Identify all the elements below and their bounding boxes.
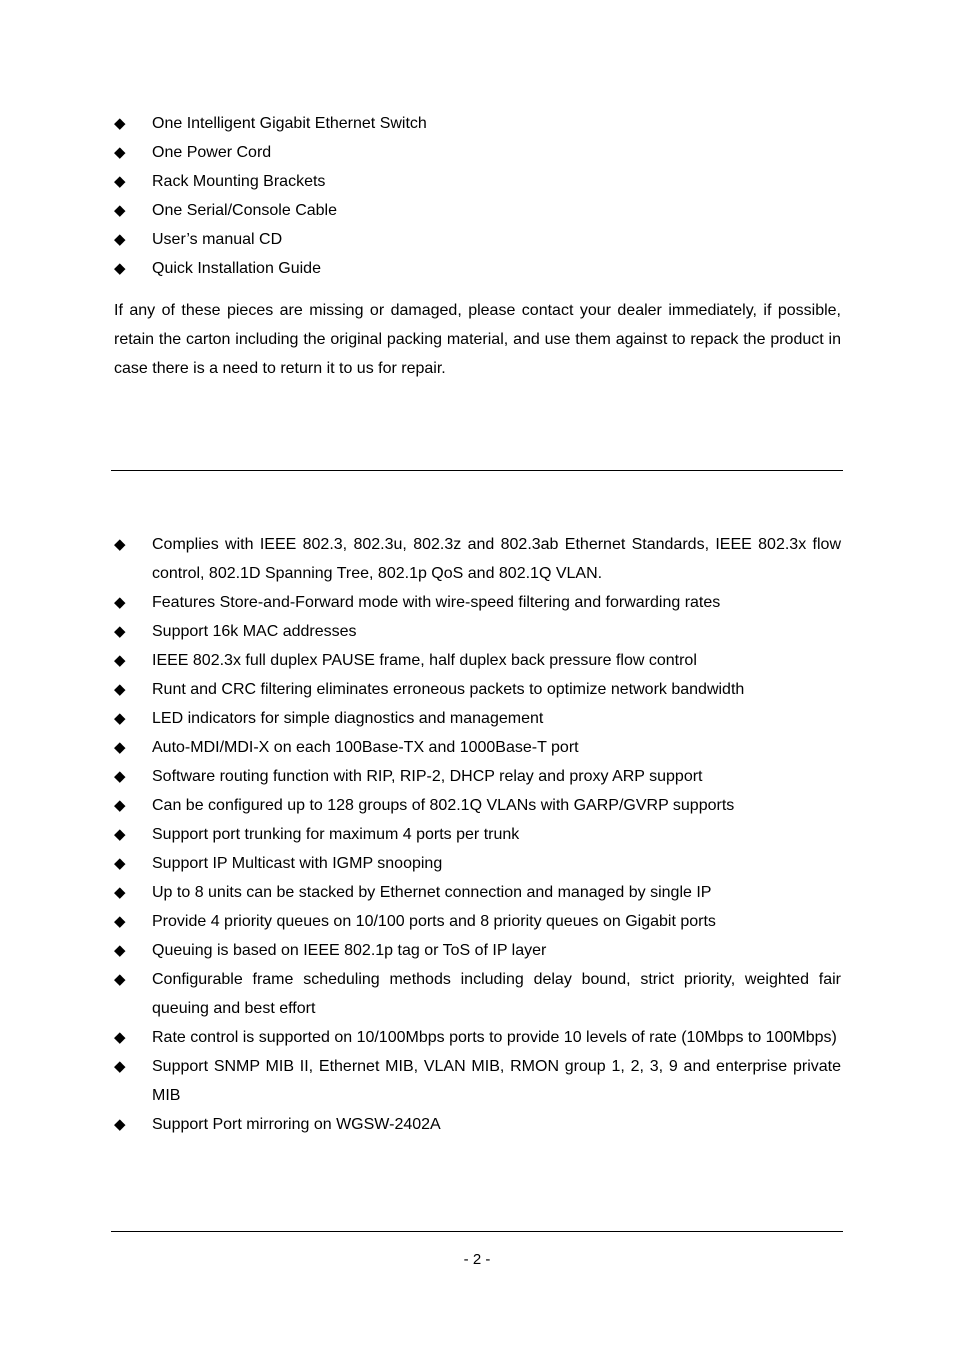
diamond-bullet-icon: ◆ (114, 260, 126, 277)
list-item-text: Queuing is based on IEEE 802.1p tag or ToS of IP layer (152, 942, 547, 959)
diamond-bullet-icon: ◆ (114, 1116, 126, 1133)
package-contents-list (114, 109, 841, 283)
list-item (114, 225, 841, 254)
list-item (114, 530, 841, 588)
list-item-text: Rate control is supported on 10/100Mbps ports to provide 10 levels of rate (10Mbps to 100Mbps) (152, 1029, 837, 1046)
list-item-text: One Power Cord (152, 144, 272, 161)
diamond-bullet-icon: ◆ (114, 173, 126, 190)
list-item (114, 617, 841, 646)
diamond-bullet-icon: ◆ (114, 855, 126, 872)
list-item (114, 704, 841, 733)
diamond-bullet-icon: ◆ (114, 623, 126, 640)
list-item-text: Support Port mirroring on WGSW-2402A (152, 1116, 441, 1133)
list-item-text: IEEE 802.3x full duplex PAUSE frame, half duplex back pressure flow control (152, 652, 697, 669)
list-item (114, 820, 841, 849)
diamond-bullet-icon: ◆ (114, 681, 126, 698)
list-item (114, 167, 841, 196)
list-item (114, 254, 841, 283)
list-item-text: User’s manual CD (152, 231, 283, 248)
features-list (114, 530, 841, 1139)
list-item-text: Support SNMP MIB II, Ethernet MIB, VLAN MIB, RMON group 1, 2, 3, 9 and enterprise private MIB (152, 1058, 841, 1104)
diamond-bullet-icon: ◆ (114, 710, 126, 727)
diamond-bullet-icon: ◆ (114, 536, 126, 553)
diamond-bullet-icon: ◆ (114, 971, 126, 988)
list-item (114, 965, 841, 1023)
list-item-text: Software routing function with RIP, RIP-2, DHCP relay and proxy ARP support (152, 768, 703, 785)
list-item-text: Up to 8 units can be stacked by Ethernet connection and managed by single IP (152, 884, 712, 901)
list-item (114, 907, 841, 936)
list-item (114, 936, 841, 965)
list-item-text: Can be configured up to 128 groups of 802.1Q VLANs with GARP/GVRP supports (152, 797, 735, 814)
list-item-text: One Serial/Console Cable (152, 202, 337, 219)
list-item (114, 878, 841, 907)
list-item (114, 196, 841, 225)
list-item-text: Rack Mounting Brackets (152, 173, 326, 190)
list-item (114, 588, 841, 617)
diamond-bullet-icon: ◆ (114, 739, 126, 756)
diamond-bullet-icon: ◆ (114, 202, 126, 219)
diamond-bullet-icon: ◆ (114, 1029, 126, 1046)
page-number: - 2 - (463, 1251, 491, 1268)
diamond-bullet-icon: ◆ (114, 231, 126, 248)
list-item (114, 762, 841, 791)
diamond-bullet-icon: ◆ (114, 826, 126, 843)
diamond-bullet-icon: ◆ (114, 594, 126, 611)
diamond-bullet-icon: ◆ (114, 1058, 126, 1075)
diamond-bullet-icon: ◆ (114, 768, 126, 785)
list-item (114, 1023, 841, 1052)
list-item-text: Configurable frame scheduling methods including delay bound, strict priority, weighted fair queuing and best effort (152, 971, 841, 1017)
diamond-bullet-icon: ◆ (114, 942, 126, 959)
list-item (114, 849, 841, 878)
list-item-text: Support IP Multicast with IGMP snooping (152, 855, 443, 872)
list-item-text: Quick Installation Guide (152, 260, 321, 277)
section-divider (111, 470, 843, 471)
missing-notice-paragraph: If any of these pieces are missing or damaged, please contact your dealer immediately, if possible, retain the carton including the original packing material, and use them against to repack the product in case there is a need to return it to us for repair. (114, 302, 841, 377)
diamond-bullet-icon: ◆ (114, 115, 126, 132)
list-item-text: Complies with IEEE 802.3, 802.3u, 802.3z and 802.3ab Ethernet Standards, IEEE 802.3x flow control, 802.1D Spanning Tree, 802.1p QoS and 802.1Q VLAN. (152, 536, 841, 582)
list-item (114, 646, 841, 675)
diamond-bullet-icon: ◆ (114, 913, 126, 930)
diamond-bullet-icon: ◆ (114, 884, 126, 901)
list-item (114, 733, 841, 762)
list-item (114, 675, 841, 704)
list-item (114, 791, 841, 820)
list-item-text: Support 16k MAC addresses (152, 623, 357, 640)
list-item-text: Provide 4 priority queues on 10/100 ports and 8 priority queues on Gigabit ports (152, 913, 716, 930)
list-item (114, 138, 841, 167)
list-item-text: Runt and CRC filtering eliminates erroneous packets to optimize network bandwidth (152, 681, 745, 698)
diamond-bullet-icon: ◆ (114, 144, 126, 161)
diamond-bullet-icon: ◆ (114, 652, 126, 669)
footer-divider (111, 1231, 843, 1232)
diamond-bullet-icon: ◆ (114, 797, 126, 814)
list-item (114, 1052, 841, 1110)
list-item-text: LED indicators for simple diagnostics and management (152, 710, 544, 727)
list-item (114, 1110, 841, 1139)
list-item-text: One Intelligent Gigabit Ethernet Switch (152, 115, 427, 132)
list-item-text: Support port trunking for maximum 4 ports per trunk (152, 826, 520, 843)
list-item-text: Auto-MDI/MDI-X on each 100Base-TX and 1000Base-T port (152, 739, 579, 756)
list-item-text: Features Store-and-Forward mode with wire-speed filtering and forwarding rates (152, 594, 721, 611)
list-item (114, 109, 841, 138)
